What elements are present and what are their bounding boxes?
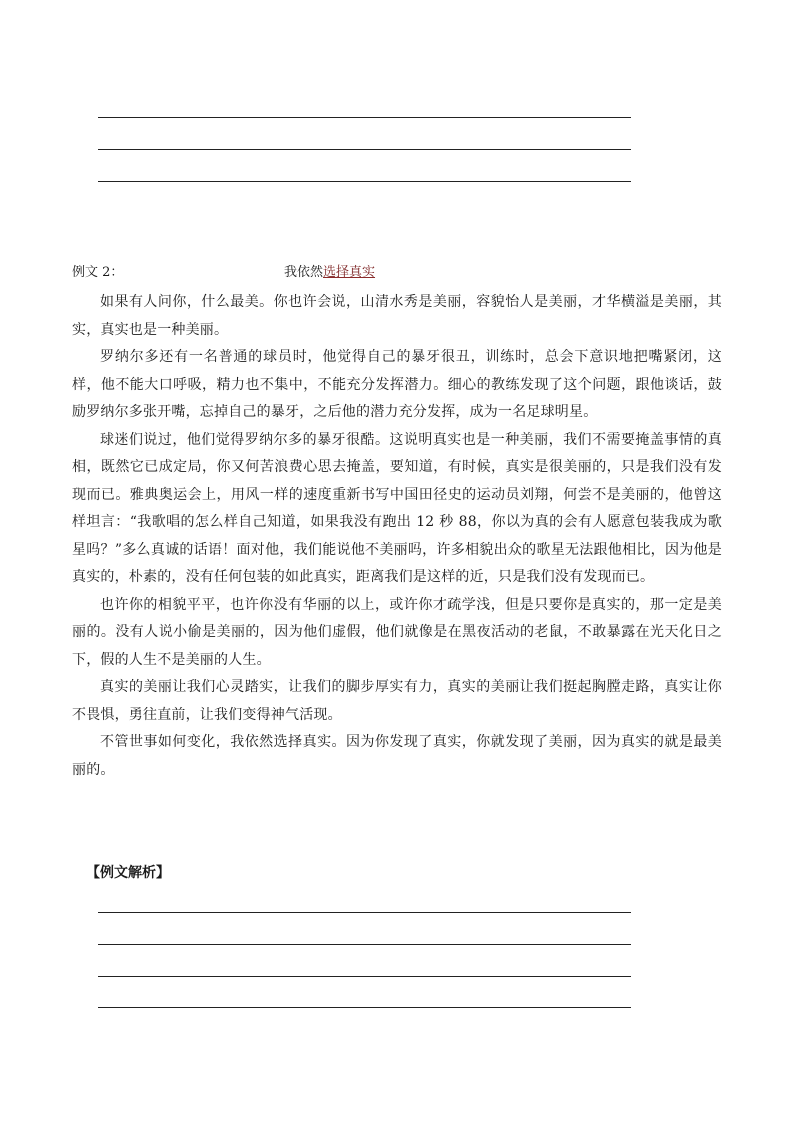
essay-body xyxy=(72,289,722,784)
answer-line-top-2 xyxy=(98,149,631,150)
answer-line-bottom-3 xyxy=(98,976,631,977)
answer-line-bottom-4 xyxy=(98,1007,631,1008)
example-title-underlined: 选择真实 xyxy=(323,265,376,280)
paragraph: 如果有人问你，什么最美。你也许会说，山清水秀是美丽，容貌怡人是美丽，才华横溢是美丽，其实，真实也是一种美丽。 xyxy=(72,294,722,338)
answer-line-top-3 xyxy=(98,181,631,182)
answer-line-bottom-1 xyxy=(98,912,631,913)
example-title-prefix: 我依然 xyxy=(284,265,324,280)
example-heading xyxy=(72,261,722,281)
paragraph: 也许你的相貌平平，也许你没有华丽的以上，或许你才疏学浅，但是只要你是真实的，那一定是美丽的。没有人说小偷是美丽的，因为他们虚假，他们就像是在黑夜活动的老鼠，不敢暴露在光天化日之下，假的人生不是美丽的人生。 xyxy=(72,596,722,668)
example-label: 例文 2： xyxy=(72,265,124,280)
answer-line-top-1 xyxy=(98,117,631,118)
paragraph: 罗纳尔多还有一名普通的球员时，他觉得自己的暴牙很丑，训练时，总会下意识地把嘴紧闭，这样，他不能大口呼吸，精力也不集中，不能充分发挥潜力。细心的教练发现了这个问题，跟他谈话，鼓励罗纳尔多张开嘴，忘掉自己的暴牙，之后他的潜力充分发挥，成为一名足球明星。 xyxy=(72,349,722,420)
paragraph: 不管世事如何变化，我依然选择真实。因为你发现了真实，你就发现了美丽，因为真实的就是最美丽的。 xyxy=(72,734,722,778)
paragraph: 球迷们说过，他们觉得罗纳尔多的暴牙很酷。这说明真实也是一种美丽，我们不需要掩盖事情的真相，既然它已成定局，你又何苦浪费心思去掩盖，要知道，有时候，真实是很美丽的，只是我们没有发现而已。雅典奥运会上，用风一样的速度重新书写中国田径史的运动员刘翔，何尝不是美丽的，他曾这样坦言：“我歌唱的怎么样自己知道，如果我没有跑出 12 秒 88，你以为真的会有人愿意包装我成为歌星吗？”多么真诚的话语！面对他，我们能说他不美丽吗，许多相貌出众的歌星无法跟他相比，因为他是真实的，朴素的，没有任何包装的如此真实，距离我们是这样的近，只是我们没有发现而已。 xyxy=(72,431,722,585)
analysis-label: 【例文解析】 xyxy=(86,865,170,881)
answer-line-bottom-2 xyxy=(98,944,631,945)
paragraph: 真实的美丽让我们心灵踏实，让我们的脚步厚实有力，真实的美丽让我们挺起胸膛走路，真实让你不畏惧，勇往直前，让我们变得神气活现。 xyxy=(72,679,722,723)
example-title xyxy=(284,261,375,280)
